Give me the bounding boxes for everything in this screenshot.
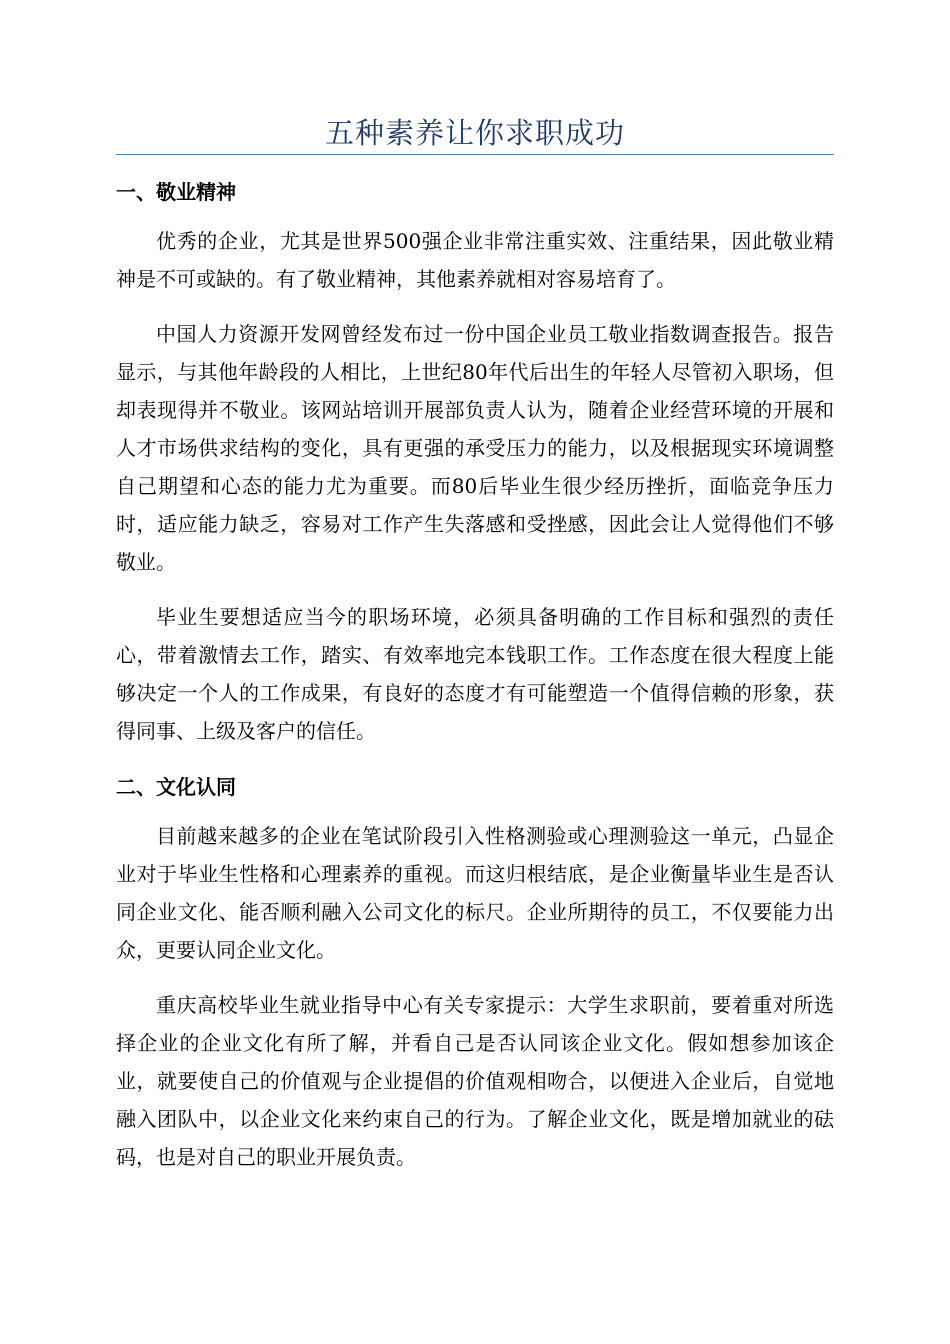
section-culture-identity (116, 767, 834, 1176)
paragraph: 重庆高校毕业生就业指导中心有关专家提示：大学生求职前，要着重对所选择企业的企业文化有所了解，并看自己是否认同该企业文化。假如想参加该企业，就要使自己的价值观与企业提倡的价值观相吻合，以便进入企业后，自觉地融入团队中，以企业文化来约束自己的行为。了解企业文化，既是增加就业的砝码，也是对自己的职业开展负责。 (116, 993, 834, 1169)
section-heading: 二、文化认同 (116, 775, 236, 799)
document-body (116, 172, 834, 1193)
page-title: 五种素养让你求职成功 (324, 116, 625, 150)
paragraph: 毕业生要想适应当今的职场环境，必须具备明确的工作目标和强烈的责任心，带着激情去工作，踏实、有效率地完本钱职工作。工作态度在很大程度上能够决定一个人的工作成果，有良好的态度才有可能塑造一个值得信赖的形象，获得同事、上级及客户的信任。 (116, 605, 834, 743)
title-divider (116, 154, 834, 155)
paragraph: 目前越来越多的企业在笔试阶段引入性格测验或心理测验这一单元，凸显企业对于毕业生性格和心理素养的重视。而这归根结底，是企业衡量毕业生是否认同企业文化、能否顺利融入公司文化的标尺。企业所期待的员工，不仅要能力出众，更要认同企业文化。 (116, 824, 834, 962)
paragraph: 优秀的企业，尤其是世界500强企业非常注重实效、注重结果，因此敬业精神是不可或缺的。有了敬业精神，其他素养就相对容易培育了。 (116, 229, 834, 291)
section-work-ethic (116, 172, 834, 750)
section-heading: 一、敬业精神 (116, 180, 236, 204)
paragraph: 中国人力资源开发网曾经发布过一份中国企业员工敬业指数调查报告。报告显示，与其他年龄段的人相比，上世纪80年代后出生的年轻人尽管初入职场，但却表现得并不敬业。该网站培训开展部负责人认为，随着企业经营环境的开展和人才市场供求结构的变化，具有更强的承受压力的能力，以及根据现实环境调整自己期望和心态的能力尤为重要。而80后毕业生很少经历挫折，面临竞争压力时，适应能力缺乏，容易对工作产生失落感和受挫感，因此会让人觉得他们不够敬业。 (116, 322, 834, 574)
